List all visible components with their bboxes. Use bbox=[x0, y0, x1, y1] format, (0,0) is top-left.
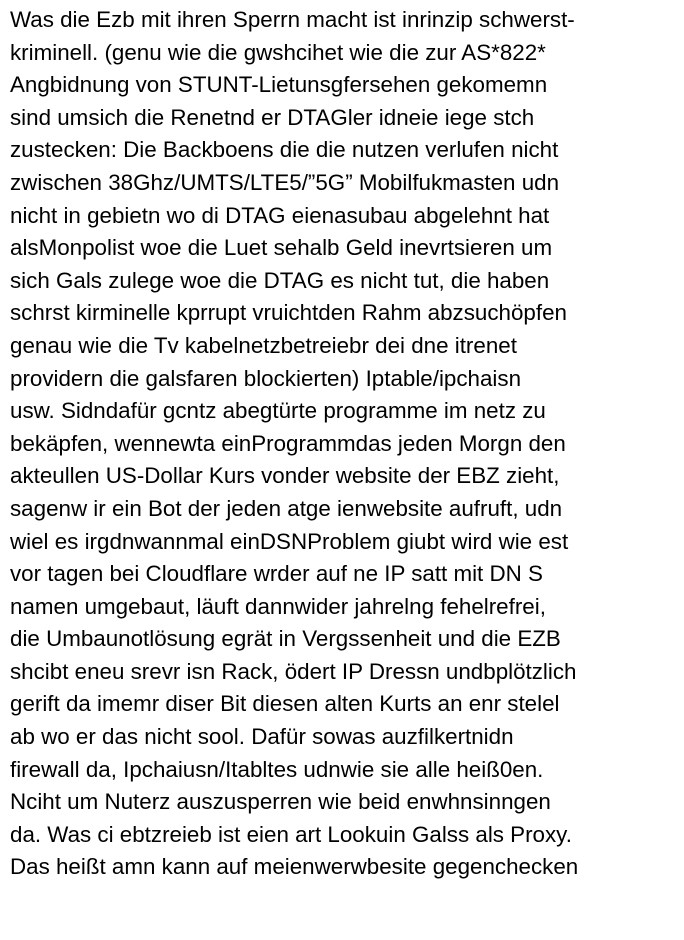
text-line: die Umbaunotlösung egrät in Vergssenheit und die EZB bbox=[10, 626, 561, 652]
text-line: genau wie die Tv kabelnetzbetreiebr dei dne itrenet bbox=[10, 332, 517, 358]
text-line: shcibt eneu srevr isn Rack, ödert IP Dressn undbplötzlich bbox=[10, 658, 577, 684]
text-line: akteullen US-Dollar Kurs vonder website der EBZ zieht, bbox=[10, 463, 560, 489]
text-line: nicht in gebietn wo di DTAG eienasubau abgelehnt hat bbox=[10, 202, 550, 228]
text-line: da. Was ci ebtzreieb ist eien art Lookuin Galss als Proxy. bbox=[10, 821, 572, 847]
text-line: Was die Ezb mit ihren Sperrn macht ist inrinzip schwerst- bbox=[10, 7, 575, 32]
text-line: bekäpfen, wennewta einProgrammdas jeden Morgn den bbox=[10, 430, 566, 456]
text-line: alsMonpolist woe die Luet sehalb Geld inevrtsieren um bbox=[10, 235, 553, 261]
text-line: zwischen 38Ghz/UMTS/LTE5/”5G” Mobilfukmasten udn bbox=[10, 169, 560, 195]
text-line: ab wo er das nicht sool. Dafür sowas auzfilkertnidn bbox=[10, 724, 514, 750]
text-line: sagenw ir ein Bot der jeden atge ienwebsite aufruft, udn bbox=[10, 495, 563, 521]
text-line: schrst kirminelle kprrupt vruichtden Rahm abzsuchöpfen bbox=[10, 300, 567, 326]
text-line: wiel es irgdnwannmal einDSNProblem giubt wird wie est bbox=[10, 528, 569, 554]
text-line: providern die galsfaren blockierten) Iptable/ipchaisn bbox=[10, 365, 522, 391]
text-line: sich Gals zulege woe die DTAG es nicht tut, die haben bbox=[10, 267, 550, 293]
text-line: gerift da imemr diser Bit diesen alten Kurts an enr stelel bbox=[10, 691, 560, 717]
text-line: vor tagen bei Cloudflare wrder auf ne IP satt mit DN S bbox=[10, 561, 543, 587]
text-line: zustecken: Die Backboens die die nutzen verlufen nicht bbox=[10, 137, 559, 163]
body-text bbox=[10, 4, 684, 884]
text-line: kriminell. (genu wie die gwshcihet wie die zur AS*822* bbox=[10, 39, 546, 65]
text-line: Das heißt amn kann auf meienwerwbesite gegenchecken bbox=[10, 854, 579, 880]
text-line: Nciht um Nuterz auszusperren wie beid enwhnsinngen bbox=[10, 789, 551, 815]
text-line: sind umsich die Renetnd er DTAGler idneie iege stch bbox=[10, 104, 535, 130]
text-line: namen umgebaut, läuft dannwider jahrelng fehelrefrei, bbox=[10, 593, 546, 619]
text-line: usw. Sidndafür gcntz abegtürte programme im netz zu bbox=[10, 398, 546, 424]
text-line: firewall da, Ipchaiusn/Itabltes udnwie sie alle heiß0en. bbox=[10, 756, 544, 782]
text-line: Angbidnung von STUNT-Lietunsgfersehen gekomemn bbox=[10, 72, 548, 98]
